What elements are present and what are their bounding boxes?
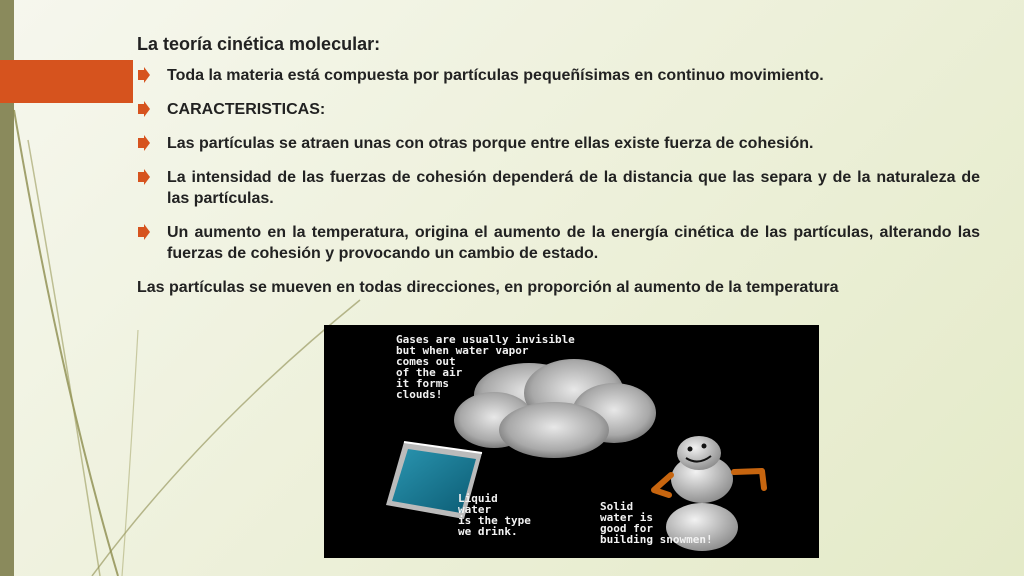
body-paragraph: Las partículas se mueven en todas direcciones, en proporción al aumento de la temperatura (137, 279, 839, 296)
liquid-caption: Liquid water is the type we drink. (458, 492, 531, 538)
bullet-item (137, 99, 980, 120)
bullet-item (137, 167, 980, 209)
arrow-bullet-icon (137, 223, 151, 241)
arrow-bullet-icon (137, 100, 151, 118)
bullet-text: Toda la materia está compuesta por partículas pequeñísimas en continuo movimiento. (167, 67, 824, 84)
bullet-item (137, 133, 980, 154)
bullet-text: CARACTERISTICAS: (167, 101, 326, 118)
states-of-water-image (324, 325, 819, 558)
gas-caption: Gases are usually invisible but when water vapor comes out of the air it forms clouds! (396, 333, 575, 401)
bullet-text: Las partículas se atraen unas con otras porque entre ellas existe fuerza de cohesión. (167, 135, 814, 152)
arrow-bullet-icon (137, 66, 151, 84)
bullet-item (137, 65, 980, 86)
arrow-bullet-icon (137, 168, 151, 186)
slide-content (137, 34, 980, 298)
slide-title: La teoría cinética molecular: (137, 34, 381, 54)
bullet-text: La intensidad de las fuerzas de cohesión dependerá de la distancia que las separa y de la naturaleza de las partículas. (167, 169, 980, 207)
arrow-bullet-icon (137, 134, 151, 152)
solid-caption: Solid water is good for building snowmen! (600, 500, 713, 546)
accent-tab (0, 60, 133, 103)
bullet-text: Un aumento en la temperatura, origina el aumento de la energía cinética de las partículas, alterando las fuerzas de cohesión y provocando un cambio de estado. (167, 224, 980, 262)
bullet-item (137, 222, 980, 264)
